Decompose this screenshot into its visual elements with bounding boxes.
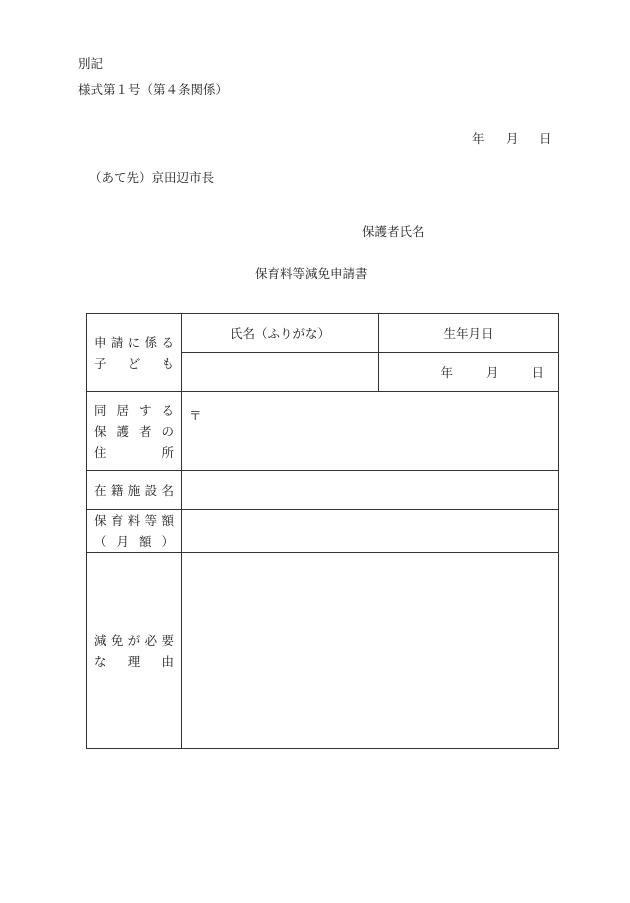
reason-label-line2: な 理 由: [94, 653, 174, 669]
birthdate-header: 生年月日: [379, 314, 559, 353]
annex-label: 別記: [78, 56, 104, 71]
addressee: （あて先）京田辺市長: [89, 170, 215, 185]
address-label-cell: [87, 392, 182, 471]
date-day-unit: 日: [539, 131, 552, 146]
form-number: 様式第１号（第４条関係）: [78, 82, 229, 97]
fee-label-line2: （ 月 額 ）: [94, 534, 174, 549]
child-name-field[interactable]: [182, 353, 379, 392]
child-label-cell: [87, 314, 182, 392]
name-header: 氏名（ふりがな）: [182, 314, 379, 353]
date-year-unit: 年: [472, 131, 485, 146]
birth-month-unit: 月: [485, 365, 499, 380]
application-form-table: [86, 313, 559, 749]
guardian-name-label: 保護者氏名: [362, 224, 425, 239]
date-month-unit: 月: [506, 131, 519, 146]
facility-name-field[interactable]: [182, 471, 559, 510]
fee-label-cell: [87, 510, 182, 553]
address-label-line3: 住 所: [94, 444, 174, 460]
child-label-line2: 子 ど も: [94, 355, 174, 371]
reason-field[interactable]: [182, 553, 559, 749]
document-title: 保育料等減免申請書: [255, 266, 368, 281]
birth-day-unit: 日: [531, 365, 544, 380]
fee-label-line1: 保 育 料 等 額: [94, 513, 174, 528]
reason-label-line1: 減 免 が 必 要: [94, 632, 174, 648]
postal-mark: 〒: [189, 408, 202, 423]
birth-year-unit: 年: [440, 365, 453, 380]
child-birthdate-field[interactable]: [379, 353, 559, 392]
address-label-line2: 保 護 者 の: [94, 423, 174, 439]
reason-label-cell: [87, 553, 182, 749]
address-field[interactable]: [182, 392, 559, 471]
facility-label: 在 籍 施 設 名: [94, 482, 174, 498]
child-label-line1: 申 請 に 係 る: [94, 334, 174, 350]
address-label-line1: 同 居 す る: [94, 402, 174, 418]
facility-label-cell: [87, 471, 182, 510]
monthly-fee-field[interactable]: [182, 510, 559, 553]
